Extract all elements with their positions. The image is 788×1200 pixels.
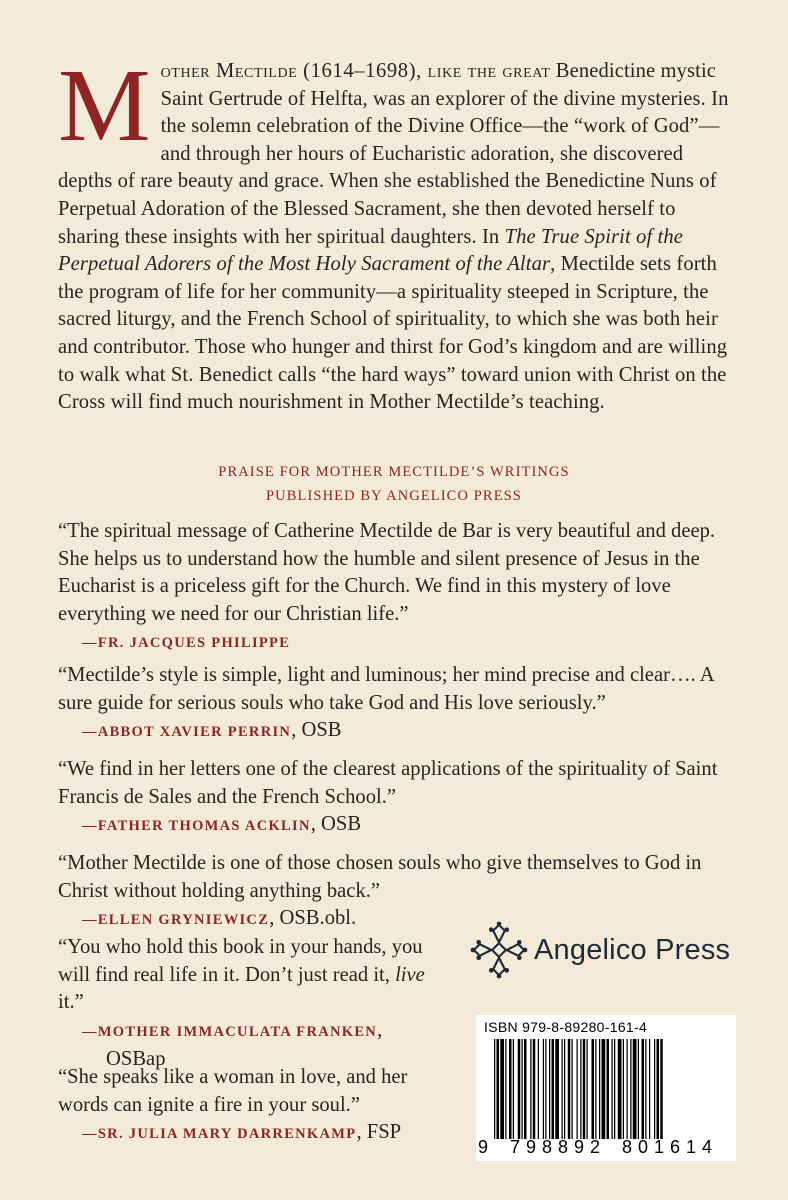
barcode-bar <box>599 1039 600 1139</box>
barcode-bar <box>618 1039 622 1139</box>
barcode-bar <box>509 1039 512 1139</box>
barcode-bar <box>500 1039 504 1139</box>
intro-body-end: , Mectilde sets forth the program of life for her community—a spirituality steeped in Scripture, the sacred liturgy, and the French School of spirituality, to which she was both heir and contributor. Those who hunger and thirst for God’s kingdom and are willing to walk what St. Benedict calls “the hard ways” toward union with Christ on the Cross will find much nourishment in Mother Mectilde’s teaching. <box>58 253 728 414</box>
barcode-bar <box>545 1039 546 1139</box>
barcode-bar <box>513 1039 514 1139</box>
barcode-bar <box>497 1039 500 1139</box>
barcode-bar <box>538 1039 539 1139</box>
attribution-name: FATHER THOMAS ACKLIN <box>97 818 311 835</box>
barcode-bar <box>552 1039 555 1139</box>
barcode-bar <box>555 1039 559 1139</box>
quote-2 <box>58 662 738 747</box>
drop-cap: M <box>58 48 151 163</box>
intro-paragraph <box>58 48 736 417</box>
quote-attribution: —MOTHER IMMACULATA FRANKEN, <box>82 1018 383 1041</box>
barcode-bar <box>530 1039 531 1139</box>
attribution-suffix: OSBap <box>106 1048 166 1071</box>
barcode-bar <box>654 1039 655 1139</box>
barcode-bar <box>592 1039 595 1139</box>
attribution-name: ABBOT XAVIER PERRIN <box>97 724 292 741</box>
attribution-name: ELLEN GRYNIEWICZ <box>97 912 270 929</box>
intro-body: Benedictine mystic Saint Gertrude of Helfta, was an explorer of the divine mysteries. In the solemn celebration of the Divine Office—the “work of God”—and through her hours of Eucharistic adoration, she discovered depths of rare beauty and grace. When she established the Benedictine Nuns of Perpetual Adoration of the Blessed Sacrament, she then devoted herself to sharing these insights with her spiritual daughters. In <box>58 60 729 248</box>
barcode <box>476 1015 736 1161</box>
barcode-bar <box>518 1039 521 1139</box>
barcode-bar <box>522 1039 523 1139</box>
barcode-bar <box>623 1039 624 1139</box>
quote-attribution: —FR. JACQUES PHILIPPE <box>82 635 291 652</box>
barcode-bar <box>649 1039 650 1139</box>
quote-text: “We find in her letters one of the clearest applications of the spirituality of Saint Francis de Sales and the French School.” <box>58 758 718 808</box>
barcode-bar <box>614 1039 615 1139</box>
attribution-name: MOTHER IMMACULATA FRANKEN <box>97 1023 378 1040</box>
barcode-bar <box>595 1039 596 1139</box>
intro-lead: other Mectilde (1614–1698), like the great <box>160 60 551 82</box>
barcode-digit-first: 9 <box>478 1137 489 1157</box>
barcode-bar <box>633 1039 637 1139</box>
barcode-bar <box>627 1039 628 1139</box>
barcode-bar <box>564 1039 565 1139</box>
quote-text: “Mother Mectilde is one of those chosen souls who give themselves to God in Christ without holding anything back.” <box>58 852 702 902</box>
barcode-bar <box>533 1039 536 1139</box>
quote-attribution: —FATHER THOMAS ACKLIN, OSB <box>82 813 362 836</box>
attribution-name: SR. JULIA MARY DARRENKAMP <box>97 1126 357 1143</box>
praise-heading-line1: PRAISE FOR MOTHER MECTILDE’S WRITINGS <box>218 464 570 480</box>
barcode-bar <box>494 1039 495 1139</box>
barcode-bar <box>524 1039 527 1139</box>
praise-heading <box>0 460 788 508</box>
quote-text: “You who hold this book in your hands, you will find real life in it. Don’t just read it, live it.” <box>58 936 425 1014</box>
barcode-bar <box>583 1039 586 1139</box>
quote-3 <box>58 756 738 841</box>
quote-5 <box>58 934 453 1074</box>
cross-of-toulouse-icon <box>470 921 528 979</box>
barcode-digits-left: 798892 <box>510 1137 607 1157</box>
barcode-digits-right: 801614 <box>622 1137 719 1157</box>
barcode-bar <box>549 1039 550 1139</box>
quote-attribution: —ABBOT XAVIER PERRIN, OSB <box>82 719 342 742</box>
barcode-bar <box>580 1039 581 1139</box>
praise-heading-line2: PUBLISHED BY ANGELICO PRESS <box>266 488 522 504</box>
barcode-bar <box>630 1039 631 1139</box>
quote-1 <box>58 518 738 658</box>
barcode-bar <box>543 1039 544 1139</box>
quote-text: “She speaks like a woman in love, and her words can ignite a fire in your soul.” <box>58 1066 408 1116</box>
book-title: The True Spirit of the Perpetual Adorers of the Most Holy Sacrament of the Altar <box>58 225 683 276</box>
quote-text: “The spiritual message of Catherine Mectilde de Bar is very beautiful and deep. She helps us to understand how the humble and silent presence of Jesus in the Eucharist is a priceless gift for the Church. We find in this mystery of love everything we need for our Christian life.” <box>58 520 716 625</box>
barcode-bars <box>490 1039 726 1139</box>
quote-6 <box>58 1064 453 1149</box>
barcode-bar <box>572 1039 573 1139</box>
barcode-bar <box>645 1039 646 1139</box>
isbn-text: ISBN 979-8-89280-161-4 <box>484 1019 648 1035</box>
quote-text: “Mectilde’s style is simple, light and luminous; her mind precise and clear…. A sure guide for serious souls who take God and His love seriously.” <box>58 664 714 714</box>
barcode-bar <box>562 1039 563 1139</box>
quote-attribution: —SR. JULIA MARY DARRENKAMP, FSP <box>82 1121 402 1144</box>
barcode-bar <box>577 1039 578 1139</box>
barcode-bar <box>505 1039 506 1139</box>
barcode-bar <box>602 1039 606 1139</box>
barcode-bar <box>660 1039 663 1139</box>
barcode-bar <box>612 1039 613 1139</box>
quote-attribution: —ELLEN GRYNIEWICZ, OSB.obl. <box>82 907 357 930</box>
barcode-bar <box>642 1039 645 1139</box>
publisher-logo <box>470 920 740 980</box>
barcode-bar <box>568 1039 571 1139</box>
barcode-bar <box>587 1039 588 1139</box>
barcode-bar <box>638 1039 639 1139</box>
barcode-bar <box>657 1039 660 1139</box>
attribution-name: FR. JACQUES PHILIPPE <box>97 635 291 652</box>
barcode-bar <box>607 1039 610 1139</box>
publisher-name: Angelico Press <box>534 933 731 966</box>
